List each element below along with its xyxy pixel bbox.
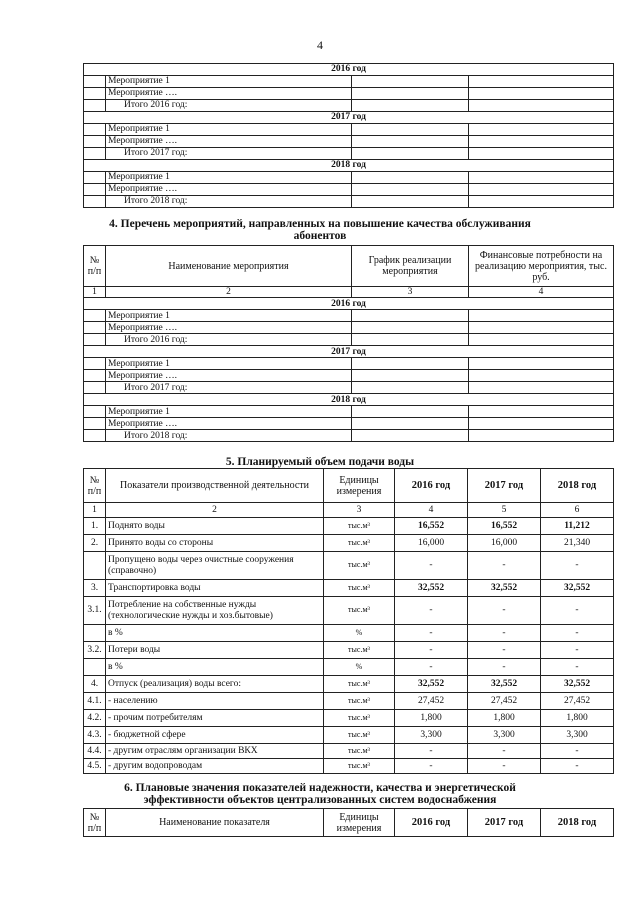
value-2016: - xyxy=(395,552,468,580)
data-row xyxy=(84,625,614,642)
measure-name: Мероприятие …. xyxy=(106,418,352,430)
indicator-name: Пропущено воды через очистные сооружения (справочно) xyxy=(106,552,324,580)
header-2018: 2018 год xyxy=(541,809,614,837)
value-2017: - xyxy=(468,642,541,659)
year-row xyxy=(84,394,614,406)
data-row xyxy=(84,759,614,774)
year-row xyxy=(84,160,614,172)
row-number: 4.4. xyxy=(84,744,106,759)
unit: тыс.м³ xyxy=(324,597,395,625)
value-2017: 16,000 xyxy=(468,535,541,552)
service-quality-measures-table xyxy=(83,245,614,442)
year-total-label: Итого 2018 год: xyxy=(106,196,352,208)
data-row xyxy=(84,659,614,676)
indicator-name: в % xyxy=(106,659,324,676)
num-cell xyxy=(84,358,106,370)
value-2018: - xyxy=(541,597,614,625)
indicator-name: Поднято воды xyxy=(106,518,324,535)
num-cell xyxy=(84,310,106,322)
data-row xyxy=(84,676,614,693)
row-number: 4.5. xyxy=(84,759,106,774)
num-cell xyxy=(84,406,106,418)
year-heading: 2017 год xyxy=(84,346,614,358)
schedule-cell xyxy=(352,382,469,394)
measure-name: Мероприятие 1 xyxy=(106,124,352,136)
value-2018: - xyxy=(541,659,614,676)
row-number: 2. xyxy=(84,535,106,552)
year-total-label: Итого 2018 год: xyxy=(106,430,352,442)
value-2018: - xyxy=(541,625,614,642)
unit: тыс.м³ xyxy=(324,710,395,727)
schedule-cell xyxy=(352,124,469,136)
measure-row xyxy=(84,406,614,418)
unit: тыс.м³ xyxy=(324,744,395,759)
row-number: 3. xyxy=(84,580,106,597)
schedule-cell xyxy=(352,334,469,346)
value-2017: - xyxy=(468,659,541,676)
value-2018: 27,452 xyxy=(541,693,614,710)
header-num: № п/п xyxy=(84,469,106,503)
row-number xyxy=(84,552,106,580)
value-2016: - xyxy=(395,659,468,676)
measure-row xyxy=(84,370,614,382)
value-2018: - xyxy=(541,552,614,580)
row-number: 3.1. xyxy=(84,597,106,625)
schedule-cell xyxy=(352,370,469,382)
measure-row xyxy=(84,358,614,370)
indicator-name: - бюджетной сфере xyxy=(106,727,324,744)
row-number xyxy=(84,659,106,676)
unit: тыс.м³ xyxy=(324,727,395,744)
measure-row xyxy=(84,124,614,136)
value-2018: 32,552 xyxy=(541,676,614,693)
year-total-label: Итого 2016 год: xyxy=(106,100,352,112)
data-row xyxy=(84,642,614,659)
num-cell xyxy=(84,382,106,394)
measure-name: Мероприятие 1 xyxy=(106,406,352,418)
total-row xyxy=(84,382,614,394)
value-2017: 27,452 xyxy=(468,693,541,710)
year-total-label: Итого 2017 год: xyxy=(106,382,352,394)
measure-row xyxy=(84,136,614,148)
measure-name: Мероприятие …. xyxy=(106,88,352,100)
finance-cell xyxy=(469,418,614,430)
header-2017: 2017 год xyxy=(468,809,541,837)
num-cell xyxy=(84,430,106,442)
data-row xyxy=(84,710,614,727)
value-2017: 32,552 xyxy=(468,580,541,597)
year-heading: 2016 год xyxy=(84,298,614,310)
unit: тыс.м³ xyxy=(324,518,395,535)
unit: тыс.м³ xyxy=(324,552,395,580)
header-name: Наименование мероприятия xyxy=(106,246,352,287)
header-row xyxy=(84,246,614,287)
measure-name: Мероприятие …. xyxy=(106,322,352,334)
measure-row xyxy=(84,310,614,322)
schedule-cell xyxy=(352,184,469,196)
schedule-cell xyxy=(352,172,469,184)
indicator-name: Отпуск (реализация) воды всего: xyxy=(106,676,324,693)
finance-cell xyxy=(469,310,614,322)
num-cell xyxy=(84,136,106,148)
value-2016: 32,552 xyxy=(395,676,468,693)
indicator-name: Потребление на собственные нужды (технологические нужды и хоз.бытовые) xyxy=(106,597,324,625)
indicator-name: - другим отраслям организации ВКХ xyxy=(106,744,324,759)
value-2018: - xyxy=(541,759,614,774)
finance-cell xyxy=(469,358,614,370)
finance-cell xyxy=(469,334,614,346)
num-cell xyxy=(84,196,106,208)
schedule-cell xyxy=(352,418,469,430)
schedule-cell xyxy=(352,196,469,208)
row-number: 4.3. xyxy=(84,727,106,744)
data-row xyxy=(84,744,614,759)
num-cell xyxy=(84,148,106,160)
indicator-name: - другим водопроводам xyxy=(106,759,324,774)
header-2016: 2016 год xyxy=(395,469,468,503)
data-row xyxy=(84,727,614,744)
reliability-indicators-table xyxy=(83,808,614,837)
schedule-cell xyxy=(352,430,469,442)
schedule-cell xyxy=(352,322,469,334)
header-finance: Финансовые потребности на реализацию мероприятия, тыс. руб. xyxy=(469,246,614,287)
row-number xyxy=(84,625,106,642)
finance-cell xyxy=(469,430,614,442)
value-2016: 32,552 xyxy=(395,580,468,597)
row-number: 3.2. xyxy=(84,642,106,659)
unit: тыс.м³ xyxy=(324,642,395,659)
num-cell xyxy=(84,184,106,196)
value-2016: 27,452 xyxy=(395,693,468,710)
indicator-name: Транспортировка воды xyxy=(106,580,324,597)
finance-cell xyxy=(469,172,614,184)
value-2017: - xyxy=(468,759,541,774)
finance-cell xyxy=(469,196,614,208)
finance-cell xyxy=(469,88,614,100)
value-2016: - xyxy=(395,642,468,659)
measure-row xyxy=(84,76,614,88)
unit: тыс.м³ xyxy=(324,676,395,693)
measure-row xyxy=(84,322,614,334)
measure-name: Мероприятие 1 xyxy=(106,172,352,184)
header-num: № п/п xyxy=(84,246,106,287)
num-cell xyxy=(84,76,106,88)
value-2017: 32,552 xyxy=(468,676,541,693)
unit: % xyxy=(324,659,395,676)
column-numbers-row: 1 2 3 4 xyxy=(84,287,614,298)
measure-name: Мероприятие 1 xyxy=(106,310,352,322)
finance-cell xyxy=(469,124,614,136)
measure-name: Мероприятие …. xyxy=(106,136,352,148)
measures-table-continued xyxy=(83,63,614,208)
year-row xyxy=(84,346,614,358)
indicator-name: Потери воды xyxy=(106,642,324,659)
section4-title: 4. Перечень мероприятий, направленных на повышение качества обслуживания абонентов xyxy=(109,218,531,242)
year-heading: 2018 год xyxy=(84,394,614,406)
row-number: 4. xyxy=(84,676,106,693)
year-heading: 2016 год xyxy=(84,64,614,76)
num-cell xyxy=(84,418,106,430)
water-supply-volume-table xyxy=(83,468,614,774)
section6-title: 6. Плановые значения показателей надежности, качества и энергетической эффективности объектов централизованных систем водоснабжения xyxy=(124,782,516,806)
year-row xyxy=(84,64,614,76)
num-cell xyxy=(84,322,106,334)
data-row xyxy=(84,597,614,625)
header-schedule: График реализации мероприятия xyxy=(352,246,469,287)
unit: тыс.м³ xyxy=(324,580,395,597)
value-2016: 1,800 xyxy=(395,710,468,727)
value-2018: - xyxy=(541,744,614,759)
total-row xyxy=(84,430,614,442)
row-number: 4.2. xyxy=(84,710,106,727)
indicator-name: в % xyxy=(106,625,324,642)
data-row xyxy=(84,580,614,597)
header-unit: Единицы измерения xyxy=(324,469,395,503)
header-2016: 2016 год xyxy=(395,809,468,837)
num-cell xyxy=(84,88,106,100)
schedule-cell xyxy=(352,136,469,148)
unit: % xyxy=(324,625,395,642)
value-2017: 16,552 xyxy=(468,518,541,535)
finance-cell xyxy=(469,382,614,394)
measure-name: Мероприятие …. xyxy=(106,184,352,196)
value-2018: 11,212 xyxy=(541,518,614,535)
schedule-cell xyxy=(352,358,469,370)
num-cell xyxy=(84,370,106,382)
value-2018: 3,300 xyxy=(541,727,614,744)
schedule-cell xyxy=(352,310,469,322)
finance-cell xyxy=(469,406,614,418)
header-2018: 2018 год xyxy=(541,469,614,503)
total-row xyxy=(84,196,614,208)
num-cell xyxy=(84,172,106,184)
unit: тыс.м³ xyxy=(324,693,395,710)
header-num: № п/п xyxy=(84,809,106,837)
finance-cell xyxy=(469,370,614,382)
column-numbers-row: 1 2 3 4 5 6 xyxy=(84,503,614,518)
header-indicator: Наименование показателя xyxy=(106,809,324,837)
measure-name: Мероприятие 1 xyxy=(106,358,352,370)
indicator-name: - населению xyxy=(106,693,324,710)
header-row xyxy=(84,469,614,503)
year-total-label: Итого 2017 год: xyxy=(106,148,352,160)
value-2016: - xyxy=(395,744,468,759)
year-total-label: Итого 2016 год: xyxy=(106,334,352,346)
year-heading: 2017 год xyxy=(84,112,614,124)
value-2018: 1,800 xyxy=(541,710,614,727)
data-row xyxy=(84,535,614,552)
finance-cell xyxy=(469,136,614,148)
value-2017: - xyxy=(468,552,541,580)
header-2017: 2017 год xyxy=(468,469,541,503)
unit: тыс.м³ xyxy=(324,759,395,774)
section5-title: 5. Планируемый объем подачи воды xyxy=(225,456,415,468)
header-unit: Единицы измерения xyxy=(324,809,395,837)
value-2016: - xyxy=(395,597,468,625)
finance-cell xyxy=(469,322,614,334)
measure-row xyxy=(84,418,614,430)
value-2016: - xyxy=(395,625,468,642)
data-row xyxy=(84,552,614,580)
total-row xyxy=(84,334,614,346)
measure-row xyxy=(84,172,614,184)
year-heading: 2018 год xyxy=(84,160,614,172)
data-row xyxy=(84,518,614,535)
value-2017: - xyxy=(468,625,541,642)
finance-cell xyxy=(469,100,614,112)
finance-cell xyxy=(469,184,614,196)
value-2018: - xyxy=(541,642,614,659)
value-2017: - xyxy=(468,744,541,759)
indicator-name: - прочим потребителям xyxy=(106,710,324,727)
measure-name: Мероприятие …. xyxy=(106,370,352,382)
measure-row xyxy=(84,184,614,196)
value-2017: 1,800 xyxy=(468,710,541,727)
data-row xyxy=(84,693,614,710)
header-indicator: Показатели производственной деятельности xyxy=(106,469,324,503)
finance-cell xyxy=(469,76,614,88)
total-row xyxy=(84,100,614,112)
row-number: 1. xyxy=(84,518,106,535)
year-row xyxy=(84,112,614,124)
schedule-cell xyxy=(352,88,469,100)
header-row xyxy=(84,809,614,837)
schedule-cell xyxy=(352,406,469,418)
total-row xyxy=(84,148,614,160)
schedule-cell xyxy=(352,100,469,112)
finance-cell xyxy=(469,148,614,160)
value-2018: 21,340 xyxy=(541,535,614,552)
schedule-cell xyxy=(352,148,469,160)
measure-row xyxy=(84,88,614,100)
row-number: 4.1. xyxy=(84,693,106,710)
num-cell xyxy=(84,124,106,136)
year-row xyxy=(84,298,614,310)
measure-name: Мероприятие 1 xyxy=(106,76,352,88)
value-2016: 3,300 xyxy=(395,727,468,744)
value-2016: - xyxy=(395,759,468,774)
page-number: 4 xyxy=(317,38,323,52)
num-cell xyxy=(84,334,106,346)
indicator-name: Принято воды со стороны xyxy=(106,535,324,552)
value-2016: 16,000 xyxy=(395,535,468,552)
schedule-cell xyxy=(352,76,469,88)
unit: тыс.м³ xyxy=(324,535,395,552)
value-2017: - xyxy=(468,597,541,625)
value-2016: 16,552 xyxy=(395,518,468,535)
num-cell xyxy=(84,100,106,112)
value-2018: 32,552 xyxy=(541,580,614,597)
value-2017: 3,300 xyxy=(468,727,541,744)
